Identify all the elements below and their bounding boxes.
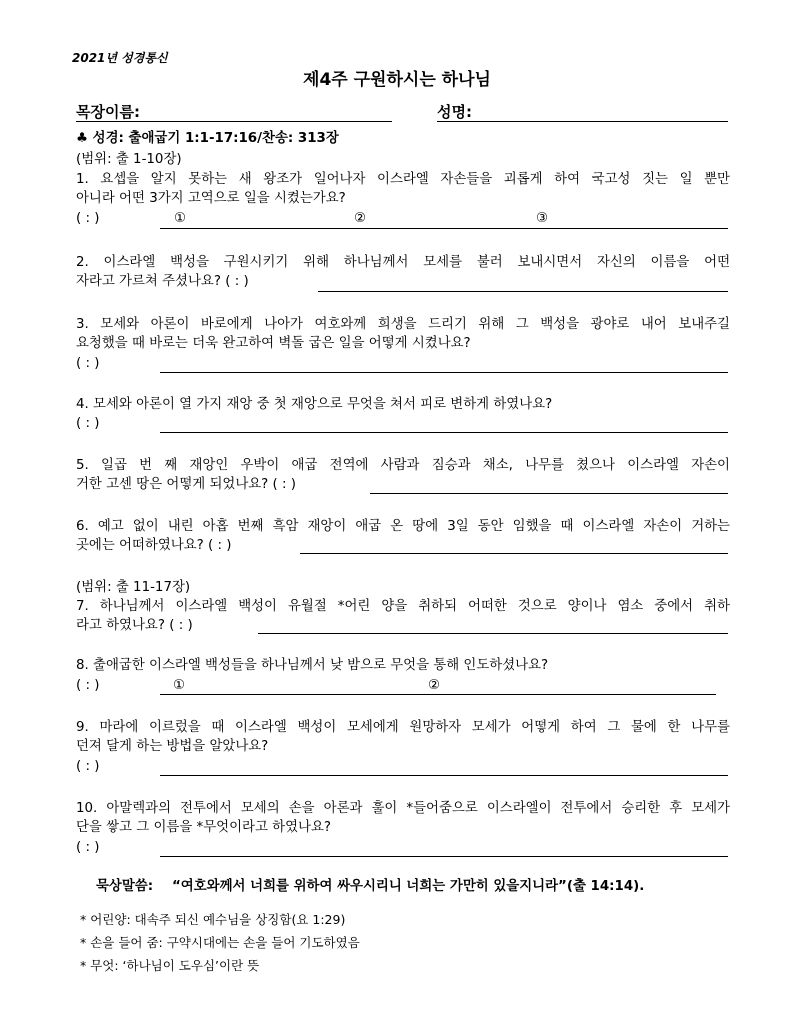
scripture-line: ♣ 성경: 출애굽기 1:1-17:16/찬송: 313장 (76, 131, 339, 146)
pasture-name-label: 목장이름: (76, 103, 140, 121)
answer-10-field[interactable] (160, 856, 728, 857)
meditation-verse: “여호와께서 너희를 위하여 싸우시리니 너희는 가만히 있을지니라”(출 14:14). (172, 879, 645, 894)
range-label-2: (범위: 출 11-17장) (76, 580, 191, 595)
person-name-field[interactable] (437, 121, 728, 122)
page-title: 제4주 구원하시는 하나님 (303, 70, 491, 90)
range-label-1: (범위: 출 1-10장) (76, 152, 182, 167)
answer-1-prefix: ( : ) (76, 211, 100, 226)
question-3-line-1: 3. 모세와 아론이 바로에게 나아가 여호와께 희생을 드리기 위해 그 백성을 광야로 내어 보내주길 (76, 317, 730, 332)
answer-9-field[interactable] (160, 775, 728, 776)
answer-7-field[interactable] (258, 633, 728, 634)
question-6 (76, 517, 730, 555)
answer-4-prefix: ( : ) (76, 416, 100, 431)
question-9 (76, 718, 730, 756)
question-1 (76, 170, 730, 208)
question-7-line-2: 라고 하였나요? ( : ) (76, 618, 193, 633)
question-7 (76, 597, 730, 635)
question-2-line-1: 2. 이스라엘 백성을 구원시키기 위해 하나님께서 모세를 불러 보내시면서 자신의 이름을 어떤 (76, 255, 730, 270)
question-10 (76, 799, 730, 837)
question-6-line-1: 6. 예고 없이 내린 아홉 번째 흑암 재앙이 애굽 온 땅에 3일 동안 임했을 때 이스라엘 자손이 거하는 (76, 519, 730, 534)
question-10-line-2: 단을 쌓고 그 이름을 *무엇이라고 하였나요? (76, 820, 331, 835)
question-2 (76, 253, 730, 291)
meditation-label: 묵상말씀: (96, 879, 154, 894)
question-2-line-2: 자라고 가르쳐 주셨나요? ( : ) (76, 274, 249, 289)
question-6-line-2: 곳에는 어떠하였나요? ( : ) (76, 538, 232, 553)
person-name-label: 성명: (437, 103, 472, 121)
question-5-line-2: 거한 고센 땅은 어떻게 되었나요? ( : ) (76, 477, 297, 492)
question-10-line-1: 10. 아말렉과의 전투에서 모세의 손을 아론과 훌이 *들어줌으로 이스라엘이 전투에서 승리한 후 모세가 (76, 801, 730, 816)
answer-9-prefix: ( : ) (76, 759, 100, 774)
question-1-line-2: 아니라 어떤 3가지 고역으로 일을 시켰는가요? (76, 191, 346, 206)
document-tag: 2021년 성경통신 (72, 51, 168, 65)
answer-6-field[interactable] (300, 553, 728, 554)
answer-2-field[interactable] (318, 291, 728, 292)
footnote-lamb: * 어린양: 대속주 되신 예수님을 상징함(요 1:29) (80, 912, 346, 927)
answer-10-prefix: ( : ) (76, 840, 100, 855)
question-5-line-1: 5. 일곱 번 째 재앙인 우박이 애굽 전역에 사람과 짐승과 채소, 나무를 쳤으나 이스라엘 자손이 (76, 458, 730, 473)
answer-8-marker-2: ② (428, 678, 441, 693)
answer-3-field[interactable] (160, 372, 728, 373)
question-3 (76, 315, 730, 353)
footnote-name: * 무엇: ‘하나님이 도우심’이란 뜻 (80, 958, 260, 973)
question-3-line-2: 요청했을 때 바로는 더욱 완고하여 벽돌 굽은 일을 어떻게 시켰나요? (76, 336, 471, 351)
question-9-line-1: 9. 마라에 이르렀을 때 이스라엘 백성이 모세에게 원망하자 모세가 어떻게 하여 그 물에 한 나무를 (76, 720, 730, 735)
question-8: 8. 출애굽한 이스라엘 백성들을 하나님께서 낮 밤으로 무엇을 통해 인도하셨나요? (76, 658, 549, 673)
answer-5-field[interactable] (370, 493, 728, 494)
pasture-name-field[interactable] (76, 121, 392, 122)
answer-1-marker-1: ① (174, 211, 187, 226)
question-5 (76, 456, 730, 494)
question-7-line-1: 7. 하나님께서 이스라엘 백성이 유월절 *어린 양을 취하되 어떠한 것으로 양이나 염소 중에서 취하 (76, 599, 730, 614)
question-1-line-1: 1. 요셉을 알지 못하는 새 왕조가 일어나자 이스라엘 자손들을 괴롭게 하여 국고성 짓는 일 뿐만 (76, 172, 730, 187)
answer-1-marker-3: ③ (536, 211, 549, 226)
answer-3-prefix: ( : ) (76, 356, 100, 371)
question-4: 4. 모세와 아론이 열 가지 재앙 중 첫 재앙으로 무엇을 쳐서 피로 변하게 하였나요? (76, 397, 553, 412)
footnote-raised-hands: * 손을 들어 줌: 구약시대에는 손을 들어 기도하였음 (80, 935, 360, 950)
answer-1-marker-2: ② (354, 211, 367, 226)
answer-8-prefix: ( : ) (76, 678, 100, 693)
question-9-line-2: 던져 달게 하는 방법을 알았나요? (76, 739, 269, 754)
answer-8-marker-1: ① (173, 678, 186, 693)
answer-1-field[interactable] (160, 228, 728, 229)
answer-4-field[interactable] (160, 432, 728, 433)
